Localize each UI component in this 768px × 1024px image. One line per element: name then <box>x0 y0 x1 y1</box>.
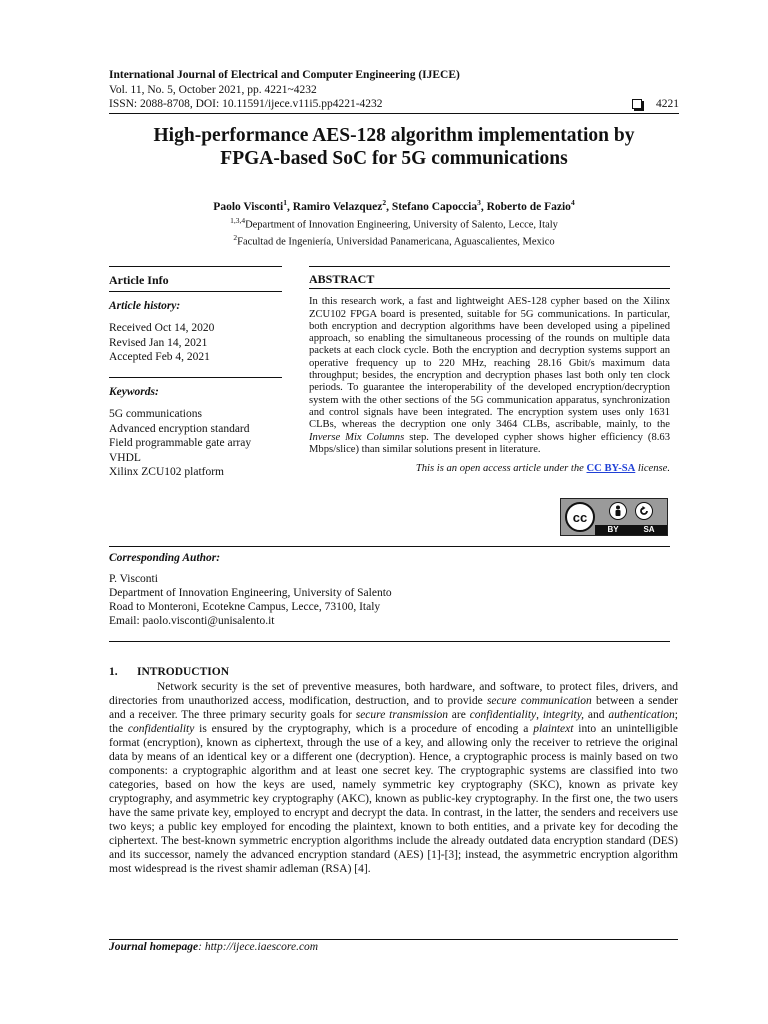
intro-text-segment: , <box>536 709 543 721</box>
intro-text-segment: into an unintelligible format (encryption), known as ciphertext, through the use of a key, and allowing only the receiver to retrieve the original data by means of an identical key or a different one (decryption). Hence, a cryptographic process is mainly based on two components: a cryptographic algorithm and at least one secret key. The cryptographic systems are classified into two categories, based on how the keys are used, namely symmetric key cryptography (SKC), known as private key cryptography, and asymmetric key cryptography (AKC), known as public-key cryptography. In the first one, the two users have the same private key, employed to encrypt and decrypt the data. In contrast, in the latter, the senders and receivers use two keys; a public key employed for encoding the plaintext, known to both entities, and a private key for decoding the ciphertext. The best-known symmetric encryption algorithms include the already outdated data encryption standard (DES) and its successor, namely the advanced encryption standard (AES) [1]-[3]; instead, the asymmetric encryption algorithm most widespread is the rivest shamir adleman (RSA) [4]. <box>109 723 678 875</box>
license-prefix: This is an open access article under the <box>415 463 587 475</box>
title-line-1: High-performance AES-128 algorithm implementation by <box>153 125 635 146</box>
affiliation-sup: 1,3,4 <box>230 215 246 225</box>
corresponding-details <box>109 572 670 628</box>
page-number: 4221 <box>656 98 679 110</box>
intro-text-segment: between a sender and a receiver. The three primary security goals for <box>109 695 678 721</box>
creative-commons-icon: cc <box>565 502 595 532</box>
affiliation-sup: 2 <box>233 233 238 243</box>
intro-text-segment: Network security is the set of preventive measures, both hardware, and software, to protect files, drivers, and directories from unauthorized access, modification, destruction, and to provide <box>109 681 678 707</box>
cc-by-sa-link[interactable]: CC BY-SA <box>586 463 636 475</box>
issn-line <box>109 97 679 112</box>
journal-header <box>109 68 679 112</box>
title-line-2: FPGA-based SoC for 5G communications <box>220 148 568 169</box>
share-alike-arrow-icon <box>638 505 650 517</box>
abstract-text-part-2: step. The developed cypher shows higher efficiency (8.63 Mbps/slice) than similar solutions present in literature. <box>309 431 670 455</box>
volume-line: Vol. 11, No. 5, October 2021, pp. 4221~4232 <box>109 83 317 96</box>
abstract-text-italic: Inverse Mix Columns <box>309 431 405 443</box>
journal-name: International Journal of Electrical and Computer Engineering (IJECE) <box>109 69 460 81</box>
footer-divider <box>109 939 678 940</box>
cc-badge-right <box>595 499 667 535</box>
history-item: Accepted Feb 4, 2021 <box>109 351 210 363</box>
article-info-column <box>109 266 282 480</box>
keyword-item: VHDL <box>109 451 141 464</box>
corresponding-line: Road to Monteroni, Ecotekne Campus, Lecce, 73100, Italy <box>109 601 381 613</box>
intro-italic-term: authentication <box>608 709 675 721</box>
author-sup: 4 <box>570 198 575 207</box>
author-separator: , <box>386 200 392 213</box>
keyword-item: Advanced encryption standard <box>109 422 250 435</box>
introduction-heading <box>109 665 678 679</box>
header-divider <box>109 113 679 114</box>
cc-by-sa-badge[interactable] <box>560 498 668 536</box>
issn-doi: ISSN: 2088-8708, DOI: 10.11591/ijece.v11i5.pp4221-4232 <box>109 98 383 110</box>
share-alike-icon <box>635 502 653 520</box>
intro-text-segment: ; the <box>109 709 678 735</box>
journal-homepage-footer <box>109 941 318 953</box>
history-list <box>109 321 282 365</box>
history-item: Revised Jan 14, 2021 <box>109 336 208 349</box>
keywords-divider <box>109 377 282 378</box>
author-sup: 1 <box>283 198 288 207</box>
keywords-list <box>109 407 282 480</box>
author-sup: 3 <box>477 198 481 207</box>
license-suffix: license. <box>635 463 670 475</box>
cc-badge-icons <box>609 502 653 520</box>
author-name: Stefano Capoccia <box>391 200 478 213</box>
corresponding-line: P. Visconti <box>109 573 158 585</box>
section-title: INTRODUCTION <box>137 666 230 678</box>
author-separator: , <box>287 200 293 213</box>
abstract-text-part-1: In this research work, a fast and lightweight AES-128 cypher based on the Xilinx ZCU102 FPGA board is presented, suitable for 5G communications. In particular, both encryption and decryption algorithms have been developed using a pipelined approach, so enabling the simultaneous processing of the rounds on multiple data packets at each clock cycle. Both the encryption and decryption systems support an operative frequency up to 220 MHz, reaching 28.16 Gbit/s maximum data throughput; besides, the encryption and decryption phases last both only ten clock periods. To guarantee the interoperability of the developed encryption/decryption system with the other sections of the 5G communication apparatus, synchronization and control signals have been integrated. The encryption system uses only 1631 CLBs, whereas the decryption one only 3464 CLBs, ascribable, mainly, to the <box>309 296 670 431</box>
footer-label: Journal homepage <box>109 941 199 953</box>
affiliation-text: Department of Innovation Engineering, University of Salento, Lecce, Italy <box>245 219 558 231</box>
keyword-item: Xilinx ZCU102 platform <box>109 466 224 478</box>
intro-text-segment: and <box>584 709 609 721</box>
history-heading: Article history: <box>109 299 181 312</box>
corresponding-divider-top <box>109 546 670 547</box>
affiliation-list <box>109 214 679 249</box>
introduction-section <box>109 665 678 876</box>
attribution-person-icon <box>609 502 627 520</box>
corresponding-line: Department of Innovation Engineering, University of Salento <box>109 587 392 599</box>
affiliation-line <box>109 214 679 232</box>
keyword-item: 5G communications <box>109 408 202 420</box>
author-name: Paolo Visconti <box>213 200 284 213</box>
author-list <box>109 196 679 214</box>
author-sup: 2 <box>382 198 387 207</box>
article-info-heading: Article Info <box>109 266 282 292</box>
intro-italic-term: secure communication <box>486 695 592 707</box>
paper-title <box>100 124 688 170</box>
cc-sa-label: SA <box>643 525 655 534</box>
corresponding-author-block <box>109 551 670 628</box>
intro-italic-term: confidentiality <box>469 709 537 721</box>
introduction-paragraph <box>109 680 678 876</box>
footer-url[interactable]: : http://ijece.iaescore.com <box>198 941 319 953</box>
author-separator: , <box>480 200 487 213</box>
abstract-column <box>309 266 670 475</box>
abstract-heading: ABSTRACT <box>309 266 670 289</box>
affiliation-text: Facultad de Ingeniería, Universidad Panamericana, Aguascalientes, Mexico <box>237 236 555 248</box>
page-number-group <box>632 97 679 112</box>
person-icon <box>613 505 623 517</box>
intro-italic-term: secure transmission <box>355 709 448 721</box>
intro-text-segment: are <box>447 709 470 721</box>
square-bullet-icon <box>632 99 642 109</box>
section-number: 1. <box>109 666 118 678</box>
license-line <box>309 463 670 475</box>
keyword-item: Field programmable gate array <box>109 437 252 449</box>
cc-by-label: BY <box>607 525 619 534</box>
keywords-heading: Keywords: <box>109 385 159 398</box>
corresponding-heading: Corresponding Author: <box>109 552 221 564</box>
author-name: Roberto de Fazio <box>486 200 571 213</box>
intro-text-segment: is ensured by the cryptography, which is a procedure of encoding a <box>194 723 534 735</box>
corresponding-divider-bottom <box>109 641 670 642</box>
history-item: Received Oct 14, 2020 <box>109 322 215 334</box>
cc-badge-labels <box>595 525 667 535</box>
abstract-text <box>309 296 670 456</box>
intro-italic-term: plaintext <box>533 723 574 735</box>
intro-italic-term: confidentiality <box>127 723 195 735</box>
affiliation-line <box>109 231 679 249</box>
intro-italic-term: integrity, <box>542 709 585 721</box>
authors-block <box>109 196 679 249</box>
corresponding-line: Email: paolo.visconti@unisalento.it <box>109 615 275 627</box>
author-name: Ramiro Velazquez <box>292 200 383 213</box>
